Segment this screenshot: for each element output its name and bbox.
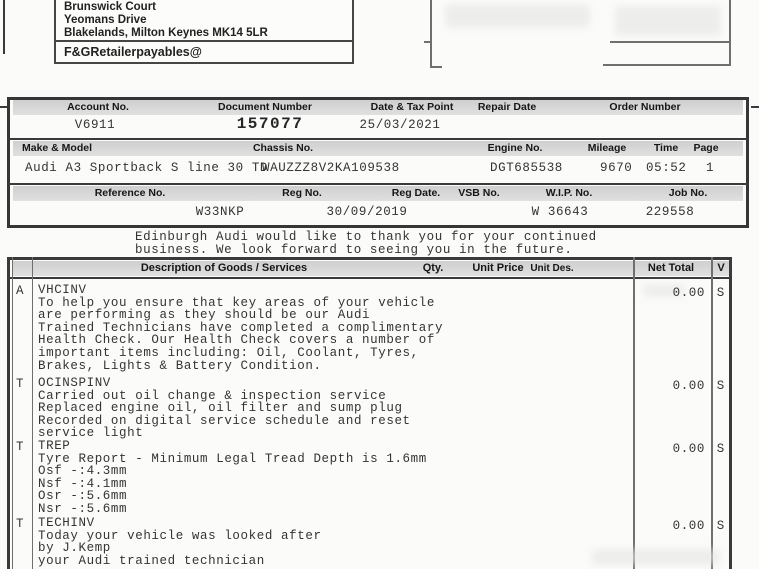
goods-letter-divider <box>32 257 33 569</box>
engine-no-value: DGT685538 <box>490 161 563 175</box>
item-description: are performing as they should be our Audi <box>38 308 371 323</box>
mileage-value: 9670 <box>600 161 633 175</box>
mileage-header: Mileage <box>587 142 627 154</box>
net-total-value: 0.00 <box>672 379 705 393</box>
item-code: TECHINV <box>38 516 95 530</box>
reference-no-header: Reference No. <box>94 187 166 199</box>
scan-tick-right <box>751 106 759 108</box>
item-description: by J.Kemp <box>38 541 111 556</box>
goods-row-techinv <box>38 517 322 567</box>
item-code: VHCINV <box>38 283 87 297</box>
item-description: Replaced engine oil, oil filter and sump plug <box>38 401 403 416</box>
goods-left-border <box>7 257 10 569</box>
item-description: Brakes, Lights & Battery Condition. <box>38 358 322 373</box>
item-description: Osr -:5.6mm <box>38 489 128 504</box>
payables-email: F&GRetailerpayables@ <box>64 45 202 59</box>
job-no-value: 229558 <box>645 205 695 219</box>
thank-you-line2: business. We look forward to seeing you in the future. <box>135 243 573 257</box>
unit-price-header: Unit Price <box>472 262 524 274</box>
document-number-header: Document Number <box>218 101 312 113</box>
goods-row-trep <box>38 440 427 516</box>
make-model-value: Audi A3 Sportback S line 30 TD <box>25 161 269 175</box>
scan-smudge <box>615 6 721 36</box>
item-description: important items including: Oil, Coolant, Tyres, <box>38 345 419 360</box>
goods-row-vhcinv <box>38 284 443 372</box>
account-no-value: V6911 <box>74 118 116 132</box>
item-description: Health Check. Our Health Check covers a number of <box>38 333 435 348</box>
divider <box>7 183 749 185</box>
chassis-no-header: Chassis No. <box>252 142 314 154</box>
page-value: 1 <box>706 161 715 175</box>
right-box-edge <box>729 0 731 66</box>
row-vat-letter: T <box>16 377 24 391</box>
item-code: OCINSPINV <box>38 376 111 390</box>
scan-edge-mark <box>3 0 5 54</box>
thank-you-line1: Edinburgh Audi would like to thank you for your continued <box>135 230 597 244</box>
date-tax-point-header: Date & Tax Point <box>370 101 454 113</box>
account-no-header: Account No. <box>67 101 129 113</box>
item-description: Today your vehicle was looked after <box>38 528 322 543</box>
item-description: Nsf -:4.1mm <box>38 476 128 491</box>
net-total-value: 0.00 <box>672 286 705 300</box>
chassis-no-value: WAUZZZ8V2KA109538 <box>262 161 400 175</box>
item-description: To help you ensure that key areas of your vehicle <box>38 295 435 310</box>
dealer-address <box>56 0 352 42</box>
address-line: Blakelands, Milton Keynes MK14 5LR <box>64 27 268 39</box>
row-vat-letter: A <box>16 284 24 298</box>
box-edge <box>430 0 432 68</box>
description-header: Description of Goods / Services <box>140 262 308 274</box>
right-box-line <box>610 41 731 43</box>
make-model-header: Make & Model <box>22 142 93 154</box>
reg-date-header: Reg Date. <box>391 187 441 199</box>
row-vat-letter: T <box>16 517 24 531</box>
reg-no-value: W33NKP <box>195 205 245 219</box>
repair-date-header: Repair Date <box>477 101 537 113</box>
job-no-header: Job No. <box>668 187 708 199</box>
row-vat-letter: T <box>16 440 24 454</box>
item-description: Tyre Report - Minimum Legal Tread Depth is 1.6mm <box>38 451 427 466</box>
date-tax-point-value: 25/03/2021 <box>359 118 441 132</box>
page-header: Page <box>693 142 719 154</box>
goods-table-top-border <box>7 257 732 260</box>
time-header: Time <box>653 142 679 154</box>
vat-code: S <box>716 286 725 300</box>
right-box-line <box>603 64 731 66</box>
net-total-value: 0.00 <box>672 519 705 533</box>
net-total-value: 0.00 <box>672 442 705 456</box>
order-number-header: Order Number <box>609 101 681 113</box>
goods-header-band <box>13 261 729 276</box>
item-description: Nsr -:5.6mm <box>38 501 128 516</box>
address-line: Brunswick Court <box>64 1 157 13</box>
item-description: Carried out oil change & inspection service <box>38 388 387 403</box>
item-description: Osf -:4.3mm <box>38 464 128 479</box>
vat-code: S <box>716 519 725 533</box>
scan-smudge <box>592 549 720 565</box>
reg-date-value: 30/09/2019 <box>326 205 408 219</box>
divider <box>7 138 749 140</box>
vat-code: S <box>716 379 725 393</box>
scan-smudge <box>445 4 590 28</box>
wip-no-header: W.I.P. No. <box>545 187 593 199</box>
qty-header: Qty. <box>422 262 444 274</box>
reg-no-header: Reg No. <box>282 187 322 199</box>
box-foot <box>430 66 442 68</box>
goods-row-ocinspinv <box>38 377 411 440</box>
net-total-header: Net Total <box>647 262 695 274</box>
item-code: TREP <box>38 439 71 453</box>
wip-no-value: W 36643 <box>531 205 589 219</box>
dealer-address-box <box>54 0 354 64</box>
unit-des-header: Unit Des. <box>530 263 574 274</box>
vehicle-header-band <box>13 141 743 156</box>
time-value: 05:52 <box>646 161 687 175</box>
goods-left-inner-line <box>12 257 13 569</box>
vat-code: S <box>716 442 725 456</box>
goods-header-underline <box>7 277 732 279</box>
item-description: Recorded on digital service schedule and reset <box>38 413 411 428</box>
item-description: service light <box>38 426 144 441</box>
engine-no-header: Engine No. <box>487 142 543 154</box>
vat-header: V <box>717 262 725 274</box>
item-description: Trained Technicians have completed a complimentary <box>38 320 444 335</box>
item-description: your Audi trained technician <box>38 553 265 568</box>
box-tick <box>424 41 431 43</box>
document-number-value: 157077 <box>236 115 304 133</box>
vsb-no-header: VSB No. <box>458 187 500 199</box>
address-line: Yeomans Drive <box>64 14 147 26</box>
